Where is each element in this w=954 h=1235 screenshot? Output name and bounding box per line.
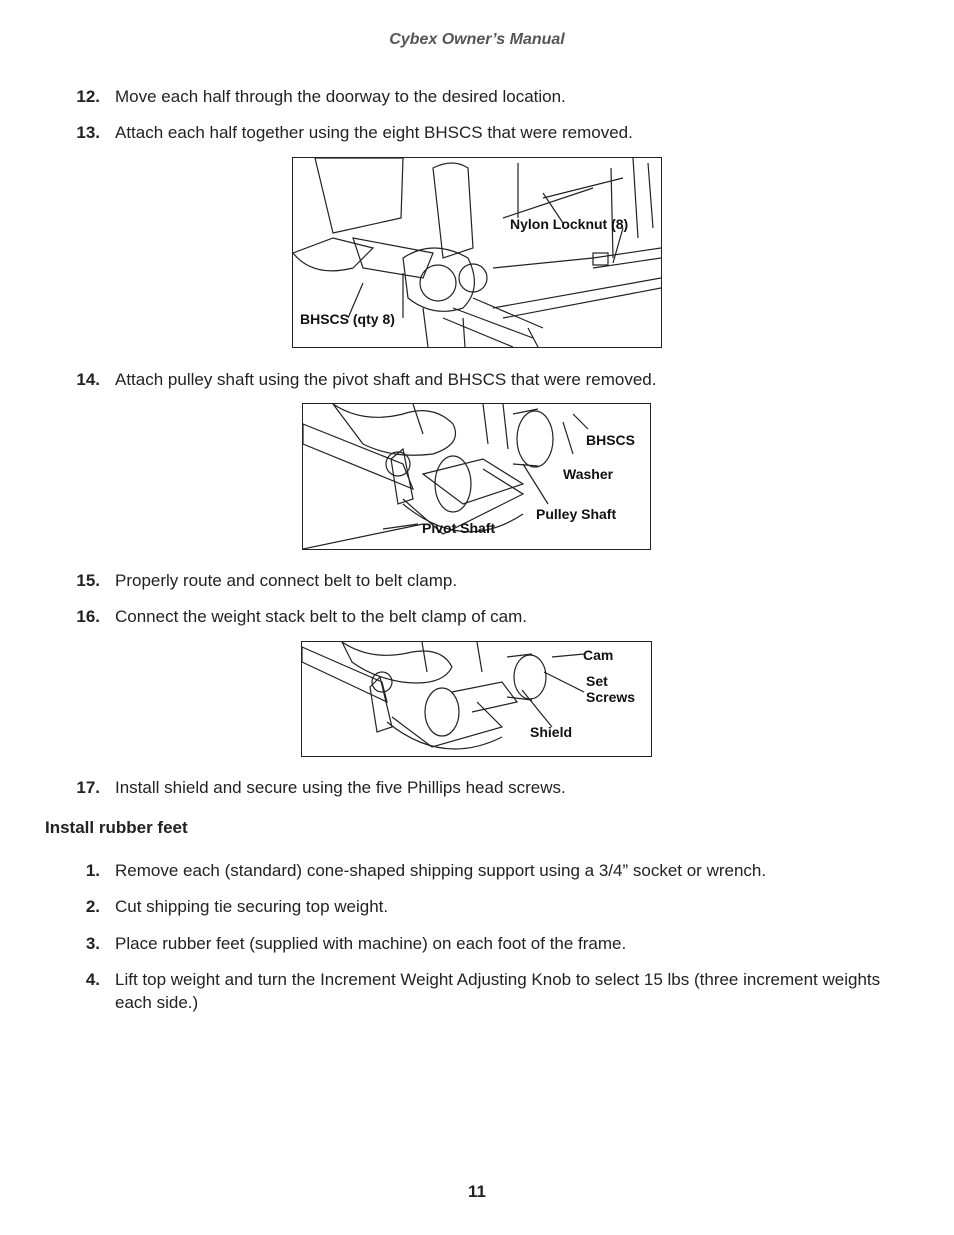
step-number: 1. [85,861,100,880]
figure-cam-shield [301,641,652,757]
step-text: Lift top weight and turn the Increment Weight Adjusting Knob to select 15 lbs (three increment weights each side.) [115,970,881,1012]
callout-pivot-shaft: Pivot Shaft [422,520,496,536]
page-number: 11 [468,1182,486,1201]
callout-pulley-shaft: Pulley Shaft [536,506,617,522]
step-text: Place rubber feet (supplied with machine) on each foot of the frame. [115,934,627,953]
step-text: Attach pulley shaft using the pivot shaft and BHSCS that were removed. [115,370,657,389]
step-text: Properly route and connect belt to belt clamp. [115,571,458,590]
step-number: 2. [85,897,100,916]
step-text: Attach each half together using the eight BHSCS that were removed. [115,123,633,142]
section-title: Install rubber feet [45,818,188,837]
callout-set-screws: Set Screws [586,673,636,705]
step-number: 14. [76,370,100,389]
step-text: Remove each (standard) cone-shaped shipping support using a 3/4” socket or wrench. [115,861,767,880]
step-number: 13. [76,123,100,142]
figure-pulley-shaft [302,403,651,550]
callout-nylon-locknut: Nylon Locknut (8) [510,216,629,232]
step-text: Move each half through the doorway to the desired location. [115,87,566,106]
running-header: Cybex Owner’s Manual [389,31,565,48]
step-number: 17. [76,778,100,797]
callout-cam: Cam [583,647,614,663]
step-number: 12. [76,87,100,106]
step-text: Cut shipping tie securing top weight. [115,897,389,916]
step-number: 3. [85,934,100,953]
callout-bhscs-qty: BHSCS (qty 8) [300,311,395,327]
step-text: Connect the weight stack belt to the belt clamp of cam. [115,607,527,626]
step-number: 16. [76,607,100,626]
callout-washer: Washer [563,466,614,482]
figure-frame-assembly [292,157,662,348]
step-text: Install shield and secure using the five Phillips head screws. [115,778,566,797]
step-number: 4. [85,970,100,989]
step-number: 15. [76,571,100,590]
callout-bhscs: BHSCS [586,432,636,448]
callout-shield: Shield [530,724,573,740]
